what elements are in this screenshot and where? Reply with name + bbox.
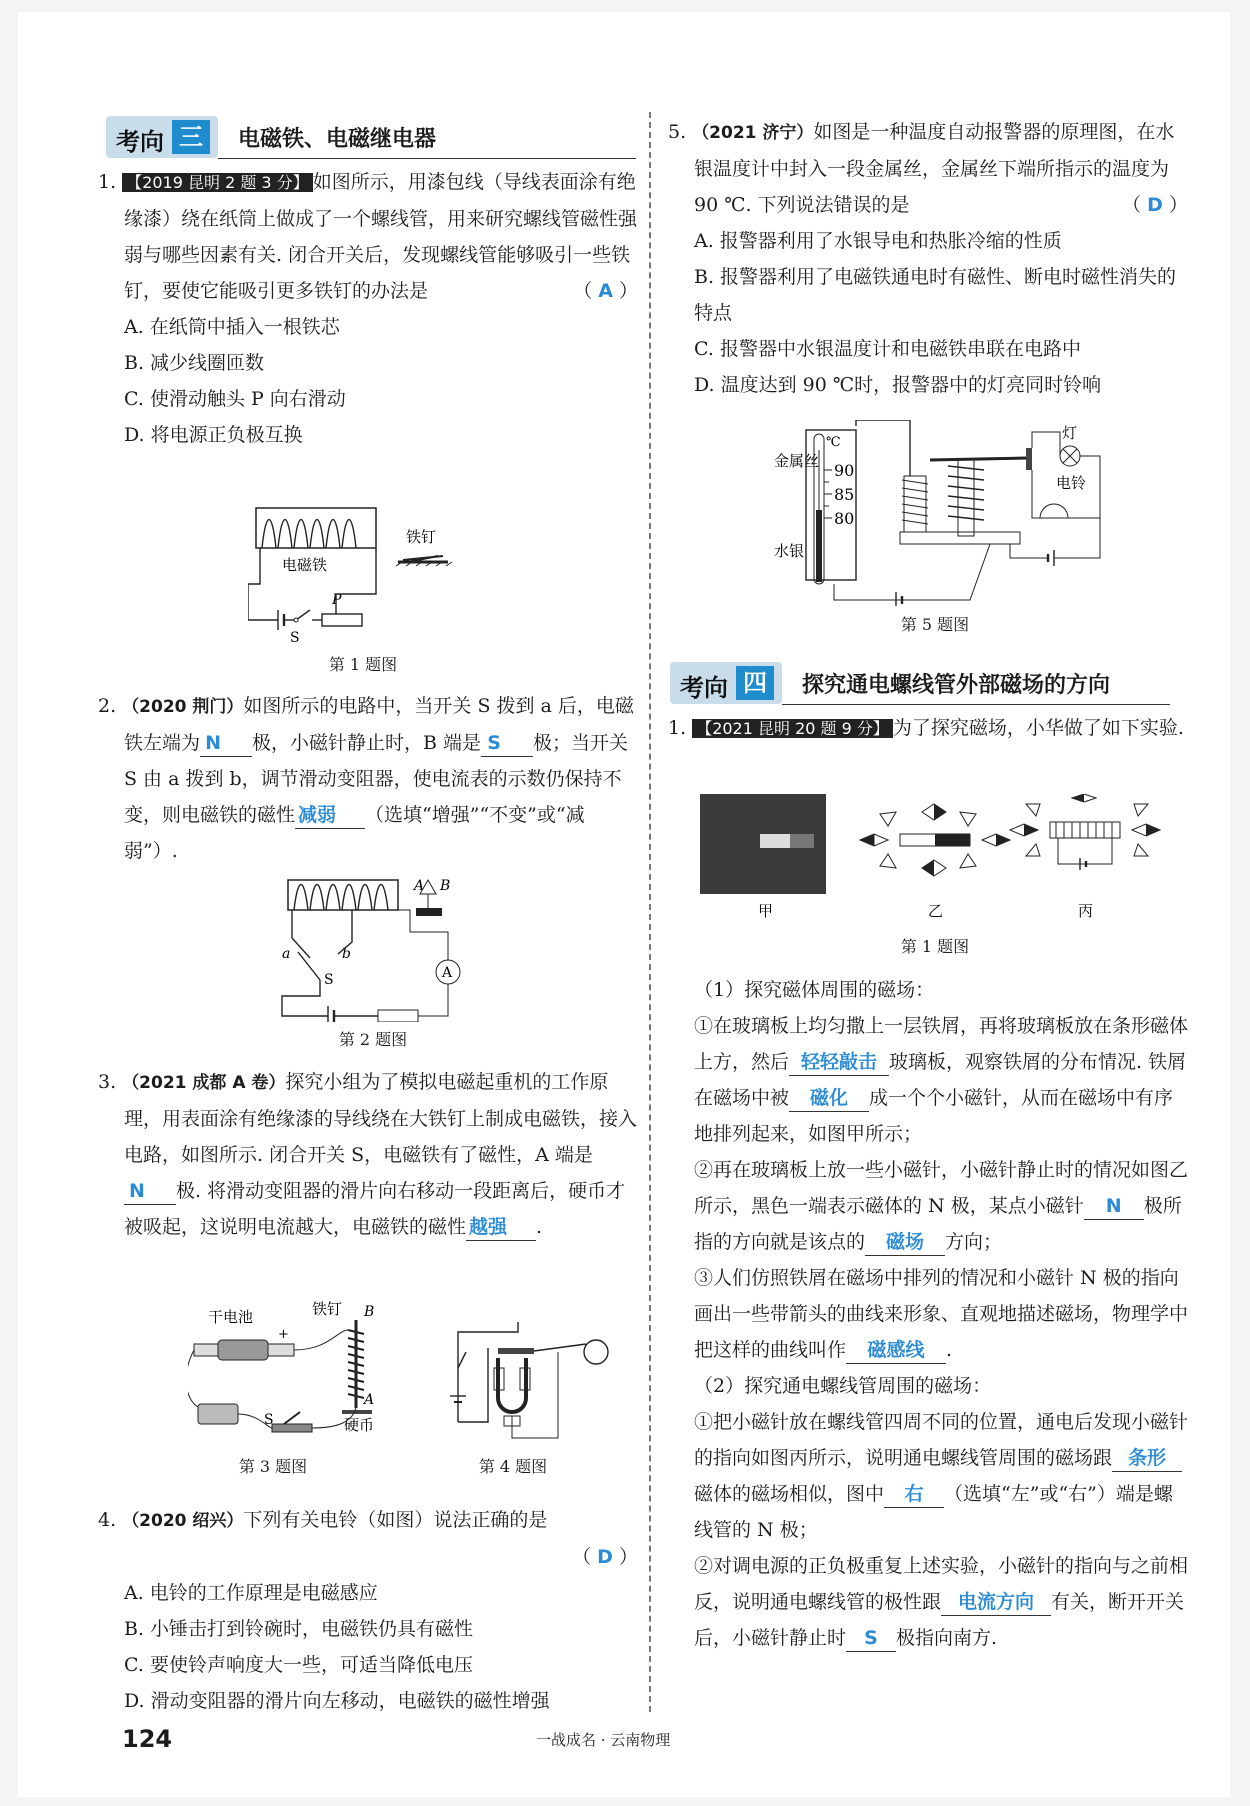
text: 有关，断开开关后，小磁针静止时 — [694, 1591, 1185, 1649]
answer-blank-2: S — [481, 730, 533, 757]
caption-q1: 第 1 题图 — [328, 655, 398, 674]
text: ①在玻璃板上均匀撒上一层铁屑，再将玻璃板放在条形磁体上方，然后 — [694, 1015, 1189, 1073]
answer-choice: A — [598, 280, 613, 302]
option-b: B. 报警器利用了电磁铁通电时有磁性、断电时磁性消失的特点 — [694, 266, 1177, 324]
caption-q5: 第 5 题图 — [900, 615, 970, 634]
answer-blank-1: N — [200, 730, 252, 757]
option-d: D. 温度达到 90 ℃时，报警器中的灯亮同时铃响 — [694, 374, 1102, 396]
part-2-step-1 — [694, 1404, 1188, 1548]
section-rule — [782, 704, 1170, 705]
figure-q3 — [188, 1300, 408, 1450]
label-a: A — [364, 1392, 375, 1408]
text: . — [946, 1339, 953, 1361]
question-4-stem — [98, 1502, 638, 1539]
text: ②对调电源的正负极重复上述实验，小磁针的指向与之前相反，说明通电螺线管的极性跟 — [694, 1555, 1189, 1613]
label-bell: 电铃 — [1056, 474, 1087, 492]
answer-blank-3: 减弱 — [295, 802, 365, 829]
question-2 — [98, 688, 638, 869]
answer-paren: （ A ） — [573, 280, 638, 302]
section-tag-label: 考向 — [680, 674, 728, 702]
label-coin: 硬币 — [344, 1416, 375, 1434]
question-number: 1. — [98, 171, 117, 193]
answer-choice: D — [1147, 194, 1163, 216]
text: 探究小组为了模拟电磁起重机的工作原理，用表面涂有绝缘漆的导线绕在大铁钉上制成电磁铁，接入电路，如图所示. 闭合开关 S，电磁铁有了磁性，A 端是 — [124, 1071, 638, 1166]
answer-blank-1: 轻轻敲击 — [789, 1049, 889, 1076]
answer-paren: （ D ） — [572, 1546, 638, 1568]
question-6-body — [694, 972, 1188, 1656]
option-c: C. 使滑动触头 P 向右滑动 — [124, 388, 346, 410]
question-text: 为了探究磁场，小华做了如下实验. — [892, 717, 1184, 739]
question-1 — [98, 164, 638, 453]
question-source: （2020 绍兴） — [122, 1511, 244, 1531]
text: 极，小磁针静止时，B 端是 — [252, 732, 482, 754]
answer-blank-5: 磁感线 — [846, 1337, 946, 1364]
question-1-stem — [98, 164, 638, 309]
label-switch-s: S — [290, 630, 300, 644]
section-title: 探究通电螺线管外部磁场的方向 — [802, 673, 1111, 698]
question-3 — [98, 1064, 638, 1245]
answer-blank-7: 右 — [884, 1481, 944, 1508]
question-source: 【2019 昆明 2 题 3 分】 — [122, 173, 313, 192]
tick-90: 90 — [834, 461, 855, 480]
label-nail: 铁钉 — [312, 1300, 343, 1318]
label-mercury: 水银 — [774, 542, 805, 560]
label-yi: 乙 — [928, 902, 944, 920]
part-2-heading: （2）探究通电螺线管周围的磁场： — [694, 1375, 992, 1397]
section-title: 电磁铁、电磁继电器 — [238, 127, 437, 152]
text: ②再在玻璃板上放一些小磁针，小磁针静止时的情况如图乙所示，黑色一端表示磁体的 N 极，某点小磁针 — [694, 1159, 1189, 1217]
label-p: P — [332, 592, 342, 608]
option-a: A. 在纸筒中插入一根铁芯 — [124, 316, 340, 338]
question-text: 如图所示，用漆包线（导线表面涂有绝缘漆）绕在纸筒上做成了一个螺线管，用来研究螺线管磁性强弱与哪些因素有关. 闭合开关后，发现螺线管能够吸引一些铁钉，要使它能吸引更多铁钉的办法是 — [124, 171, 638, 302]
question-number: 5. — [668, 121, 687, 143]
section-tag — [670, 662, 782, 704]
label-metal-wire: 金属丝 — [774, 452, 820, 470]
option-d: D. 将电源正负极互换 — [124, 424, 303, 446]
answer-blank-1: N — [124, 1178, 176, 1205]
answer-blank-3: N — [1084, 1193, 1144, 1220]
section-tag-label: 考向 — [116, 128, 164, 156]
text: 方向； — [945, 1231, 1003, 1253]
label-jia: 甲 — [758, 902, 774, 920]
text: ③人们仿照铁屑在磁场中排列的情况和小磁针 N 极的指向画出一些带箭头的曲线来形象、直观地描述磁场，物理学中把这样的曲线叫作 — [694, 1267, 1189, 1361]
text: 玻璃板，观察铁屑的分布情况. 铁屑在磁场中被 — [694, 1051, 1187, 1109]
part-1-heading: （1）探究磁体周围的磁场： — [694, 979, 935, 1001]
answer-blank-2: 越强 — [466, 1214, 536, 1241]
section-header-3 — [106, 116, 636, 160]
question-5-stem — [668, 114, 1188, 223]
question-6-stem — [668, 710, 1188, 747]
part-1-step-2 — [694, 1152, 1188, 1260]
question-source: （2021 成都 A 卷） — [122, 1073, 286, 1093]
caption-q4: 第 4 题图 — [478, 1457, 548, 1476]
part-1-step-3 — [694, 1260, 1188, 1368]
text: 极指向南方. — [896, 1627, 998, 1649]
page-footer: 一战成名 · 云南物理 — [536, 1731, 671, 1749]
label-nails: 铁钉 — [406, 528, 437, 546]
caption-q2: 第 2 题图 — [338, 1030, 408, 1049]
label-b-end: B — [440, 878, 451, 894]
text: （选填“左”或“右”）端是螺线管的 N 极； — [694, 1483, 1173, 1541]
label-lamp: 灯 — [1062, 424, 1078, 442]
question-4 — [98, 1502, 638, 1719]
text: 极. 将滑动变阻器的滑片向右移动一段距离后，硬币才被吸起，这说明电流越大，电磁铁的磁性 — [124, 1180, 626, 1238]
section-tag — [106, 116, 218, 158]
tick-80: 80 — [834, 509, 855, 528]
question-3-text — [98, 1064, 638, 1245]
option-d: D. 滑动变阻器的滑片向左移动，电磁铁的磁性增强 — [124, 1690, 550, 1712]
text: 磁体的磁场相似，图中 — [694, 1483, 885, 1505]
question-number: 2. — [98, 695, 117, 717]
option-c: C. 报警器中水银温度计和电磁铁串联在电路中 — [694, 338, 1081, 360]
text: 极；当开关 S 由 a 拨到 b，调节滑动变阻器，使电流表的示数仍保持不变，则电磁铁的磁性 — [124, 732, 629, 826]
label-b-contact: b — [342, 946, 351, 962]
label-plus: + — [278, 1327, 289, 1342]
answer-blank-4: 磁场 — [865, 1229, 945, 1256]
figure-q4 — [438, 1312, 618, 1452]
question-source: （2020 荆门） — [122, 697, 244, 717]
question-6 — [668, 710, 1188, 747]
option-c: C. 要使铃声响度大一些，可适当降低电压 — [124, 1654, 473, 1676]
section-rule — [218, 158, 636, 159]
option-a: A. 报警器利用了水银导电和热胀冷缩的性质 — [694, 230, 1062, 252]
figure-q1 — [248, 504, 508, 644]
text: ①把小磁针放在螺线管四周不同的位置，通电后发现小磁针的指向如图丙所示，说明通电螺线管周围的磁场跟 — [694, 1411, 1189, 1469]
option-a: A. 电铃的工作原理是电磁感应 — [124, 1582, 378, 1604]
question-text: 如图是一种温度自动报警器的原理图，在水银温度计中封入一段金属丝，金属丝下端所指示的温度为 90 ℃. 下列说法错误的是 — [694, 121, 1175, 216]
label-switch-s: S — [264, 1412, 274, 1428]
text: 如图所示的电路中，当开关 S 拨到 a 后，电磁铁左端为 — [124, 695, 634, 754]
question-text: 下列有关电铃（如图）说法正确的是 — [243, 1509, 548, 1531]
page-number: 124 — [122, 1725, 173, 1753]
label-battery: 干电池 — [208, 1308, 254, 1326]
label-a-end: A — [414, 878, 425, 894]
text: （选填“增强”“不变”或“减弱”）. — [124, 804, 585, 862]
section-header-4 — [670, 662, 1170, 706]
figure-q6 — [700, 794, 1170, 924]
answer-blank-8: 电流方向 — [941, 1589, 1051, 1616]
page — [18, 12, 1230, 1797]
section-tag-number: 四 — [736, 666, 774, 700]
answer-choice: D — [597, 1546, 613, 1568]
option-b: B. 减少线圈匝数 — [124, 352, 265, 374]
question-source: （2021 济宁） — [692, 123, 814, 143]
part-2-step-2 — [694, 1548, 1188, 1656]
question-number: 4. — [98, 1509, 117, 1531]
answer-blank-2: 磁化 — [789, 1085, 869, 1112]
answer-blank-6: 条形 — [1112, 1445, 1182, 1472]
column-divider — [649, 112, 651, 1712]
label-celsius: ℃ — [826, 435, 841, 450]
text: 成一个个小磁针，从而在磁场中有序地排列起来，如图甲所示； — [694, 1087, 1174, 1145]
label-a-contact: a — [282, 946, 291, 962]
text: 极所指的方向就是该点的 — [694, 1195, 1182, 1253]
tick-85: 85 — [834, 485, 855, 504]
option-b: B. 小锤击打到铃碗时，电磁铁仍具有磁性 — [124, 1618, 474, 1640]
caption-q6: 第 1 题图 — [900, 937, 970, 956]
section-tag-number: 三 — [172, 120, 210, 154]
part-1-step-1 — [694, 1008, 1188, 1152]
label-bing: 丙 — [1078, 902, 1094, 920]
question-number: 1. — [668, 717, 687, 739]
question-5 — [668, 114, 1188, 403]
question-source: 【2021 昆明 20 题 9 分】 — [692, 719, 893, 738]
question-2-text — [98, 688, 638, 869]
question-number: 3. — [98, 1071, 117, 1093]
caption-q3: 第 3 题图 — [238, 1457, 308, 1476]
answer-paren: （ D ） — [1122, 194, 1188, 216]
label-electromagnet: 电磁铁 — [282, 556, 328, 574]
text: . — [536, 1216, 543, 1238]
figure-q2 — [268, 872, 508, 1022]
label-switch-s: S — [324, 972, 334, 988]
label-ammeter: A — [442, 965, 453, 981]
answer-blank-9: S — [846, 1625, 896, 1652]
label-b: B — [364, 1304, 375, 1320]
figure-q5 — [770, 420, 1110, 606]
